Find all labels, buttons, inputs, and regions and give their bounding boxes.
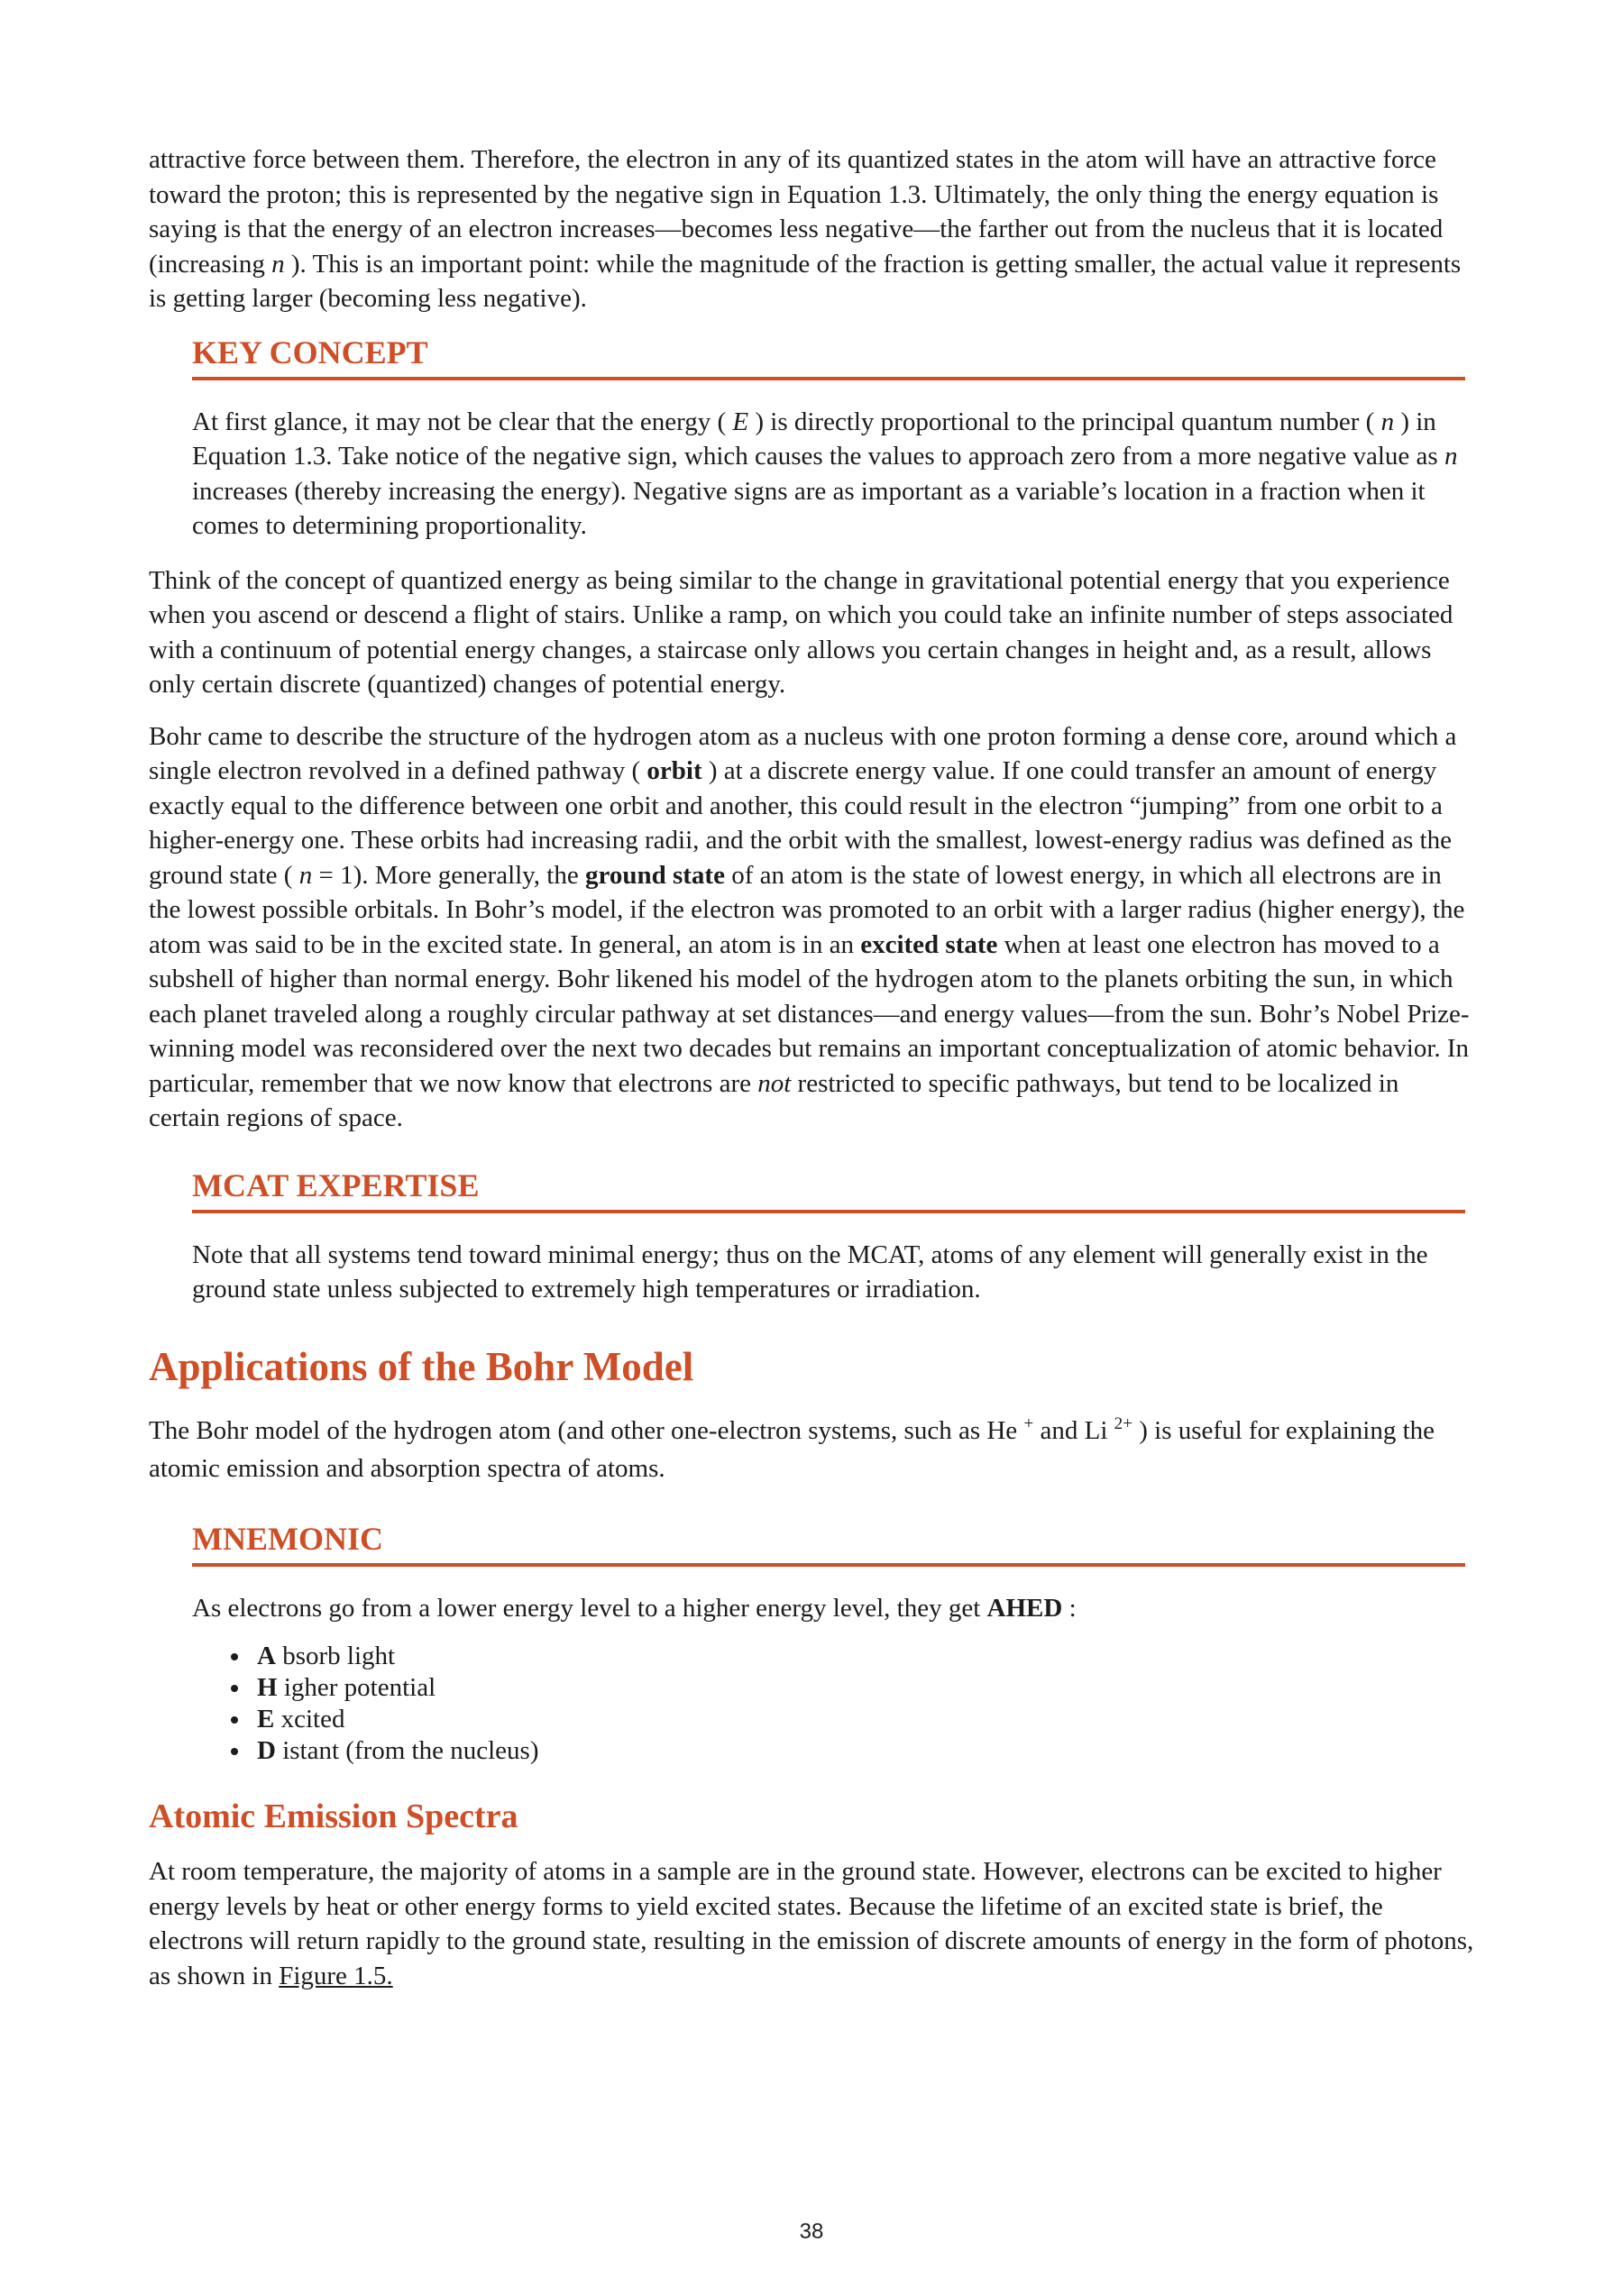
text-segment: ground state [584,860,725,890]
text-segment: E [257,1705,275,1733]
text-segment: AHED [986,1593,1063,1623]
figure-1-5-link[interactable]: Figure 1.5. [279,1961,393,1990]
text-segment: increases (thereby increasing the energy). Negative signs are as important as a variable’s location in a fraction when it comes to determining proportionality. [192,476,1426,540]
text-segment: ) is directly proportional to the principal quantum number ( [748,407,1381,436]
section-heading-applications: Applications of the Bohr Model [149,1343,694,1389]
text-segment: ) at a discrete energy value. If one could transfer an amount of energy exactly equal to the difference between one orbit and another, this could result in the electron “jumping” from one orbit to a higher-energy one. These orbits had increasing radii, and the orbit with the smallest, lowest-energy radius was defined as the ground state ( [149,756,1452,890]
text-segment: n [271,249,285,279]
text-segment: 2+ [1114,1413,1132,1433]
text-segment: ) in Equation 1.3. Take notice of the negative sign, which causes the values to approach zero from a more negative value as [192,407,1444,471]
text-segment: attractive force between them. Therefore, the electron in any of its quantized states in the atom will have an attractive force toward the proton; this is represented by the negative sign in Equation 1.3. Ultimately, the only thing the energy equation is saying is that the energy of an electron increases—becomes less negative—the farther out from the nucleus that it is located (increasing [149,145,1444,279]
text-segment: when at least one electron has moved to a subshell of higher than normal energy. Bohr likened his model of the hydrogen atom to the planets orbiting the sun, in which each planet traveled along a roughly circular pathway at set distances—and energy values—from the sun. Bohr’s Nobel Prize-winning model was reconsidered over the next two decades but remains an important conceptualization of atomic behavior. In particular, remember that we now know that electrons are [149,929,1470,1098]
paragraph-bohr-model [149,719,1474,1136]
text-segment: bsorb light [275,1642,396,1670]
key-concept-body [192,405,1465,544]
text-segment: Bohr came to describe the structure of the hydrogen atom as a nucleus with one proton forming a dense core, around which a single electron revolved in a defined pathway ( [149,721,1457,785]
text-segment: = 1). More generally, the [312,860,585,890]
mcat-expertise-body [192,1238,1465,1307]
text-segment: ) is useful for explaining the atomic emission and absorption spectra of atoms. [149,1415,1435,1483]
text-segment: and Li [1033,1415,1114,1445]
text-segment: orbit [646,756,702,785]
page-number: 38 [799,2219,824,2244]
text-segment: Think of the concept of quantized energy as being similar to the change in gravitational potential energy that you experience when you ascend or descend a flight of stairs. Unlike a ramp, on which you could take an infinite number of steps associated with a continuum of potential energy changes, a staircase only allows you certain changes in height and, as a result, allows only certain discrete (quantized) changes of potential energy. [149,565,1453,699]
text-segment: A [257,1642,276,1670]
text-segment: excited state [860,929,998,959]
text-segment: n [1380,407,1395,436]
key-concept-box [192,334,1465,544]
mnemonic-bullet-excited [252,1704,1465,1735]
paragraph-quantized-energy [149,563,1474,702]
text-segment: not [757,1068,792,1098]
mcat-expertise-box [192,1167,1465,1307]
mcat-expertise-heading: MCAT EXPERTISE [192,1167,1465,1213]
text-segment: At room temperature, the majority of atoms in a sample are in the ground state. However, electrons can be excited to higher energy levels by heat or other energy forms to yield excited states. Because the lifetime of an excited state is brief, the electrons will return rapidly to the ground state, resulting in the emission of discrete amounts of energy in the form of photons, as shown in [149,1857,1474,1990]
subsection-heading-atomic-emission-spectra: Atomic Emission Spectra [149,1797,518,1835]
text-segment: E [732,407,749,436]
text-segment: n [1444,442,1458,471]
text-segment: of an atom is the state of lowest energy, in which all electrons are in the lowest possible orbitals. In Bohr’s model, if the electron was promoted to an orbit with a larger radius (higher energy), the atom was said to be in the excited state. In general, an atom is in an [149,860,1465,959]
text-segment: D [257,1736,276,1765]
text-segment: ). This is an important point: while the magnitude of the fraction is getting smaller, the actual value it represents is getting larger (becoming less negative). [149,249,1462,313]
paragraph-atomic-emission [149,1854,1474,1993]
text-segment: igher potential [277,1673,436,1702]
mnemonic-bullet-absorb [252,1641,1465,1672]
mnemonic-bullet-higher [252,1672,1465,1704]
mnemonic-box [192,1521,1465,1768]
paragraph-intro [149,142,1474,316]
mnemonic-list [192,1641,1465,1767]
text-segment: n [298,860,313,890]
text-segment: : [1062,1593,1077,1623]
text-segment: The Bohr model of the hydrogen atom (and other one-electron systems, such as He [149,1415,1024,1445]
text-segment: restricted to specific pathways, but tend to be localized in certain regions of space. [149,1068,1399,1132]
text-segment: istant (from the nucleus) [275,1736,539,1765]
text-segment: As electrons go from a lower energy level to a higher energy level, they get [192,1593,987,1623]
mnemonic-intro [192,1591,1465,1626]
key-concept-heading: KEY CONCEPT [192,334,1465,380]
text-segment: At first glance, it may not be clear that the energy ( [192,407,733,436]
mnemonic-heading: MNEMONIC [192,1521,1465,1567]
text-segment: H [257,1673,278,1702]
mnemonic-bullet-distant [252,1735,1465,1767]
page-content [149,142,1474,1993]
text-segment: + [1023,1413,1034,1433]
paragraph-applications [149,1413,1474,1486]
text-segment: Note that all systems tend toward minimal energy; thus on the MCAT, atoms of any element will generally exist in the ground state unless subjected to extremely high temperatures or irradiation. [192,1239,1428,1304]
text-segment: xcited [274,1705,345,1733]
